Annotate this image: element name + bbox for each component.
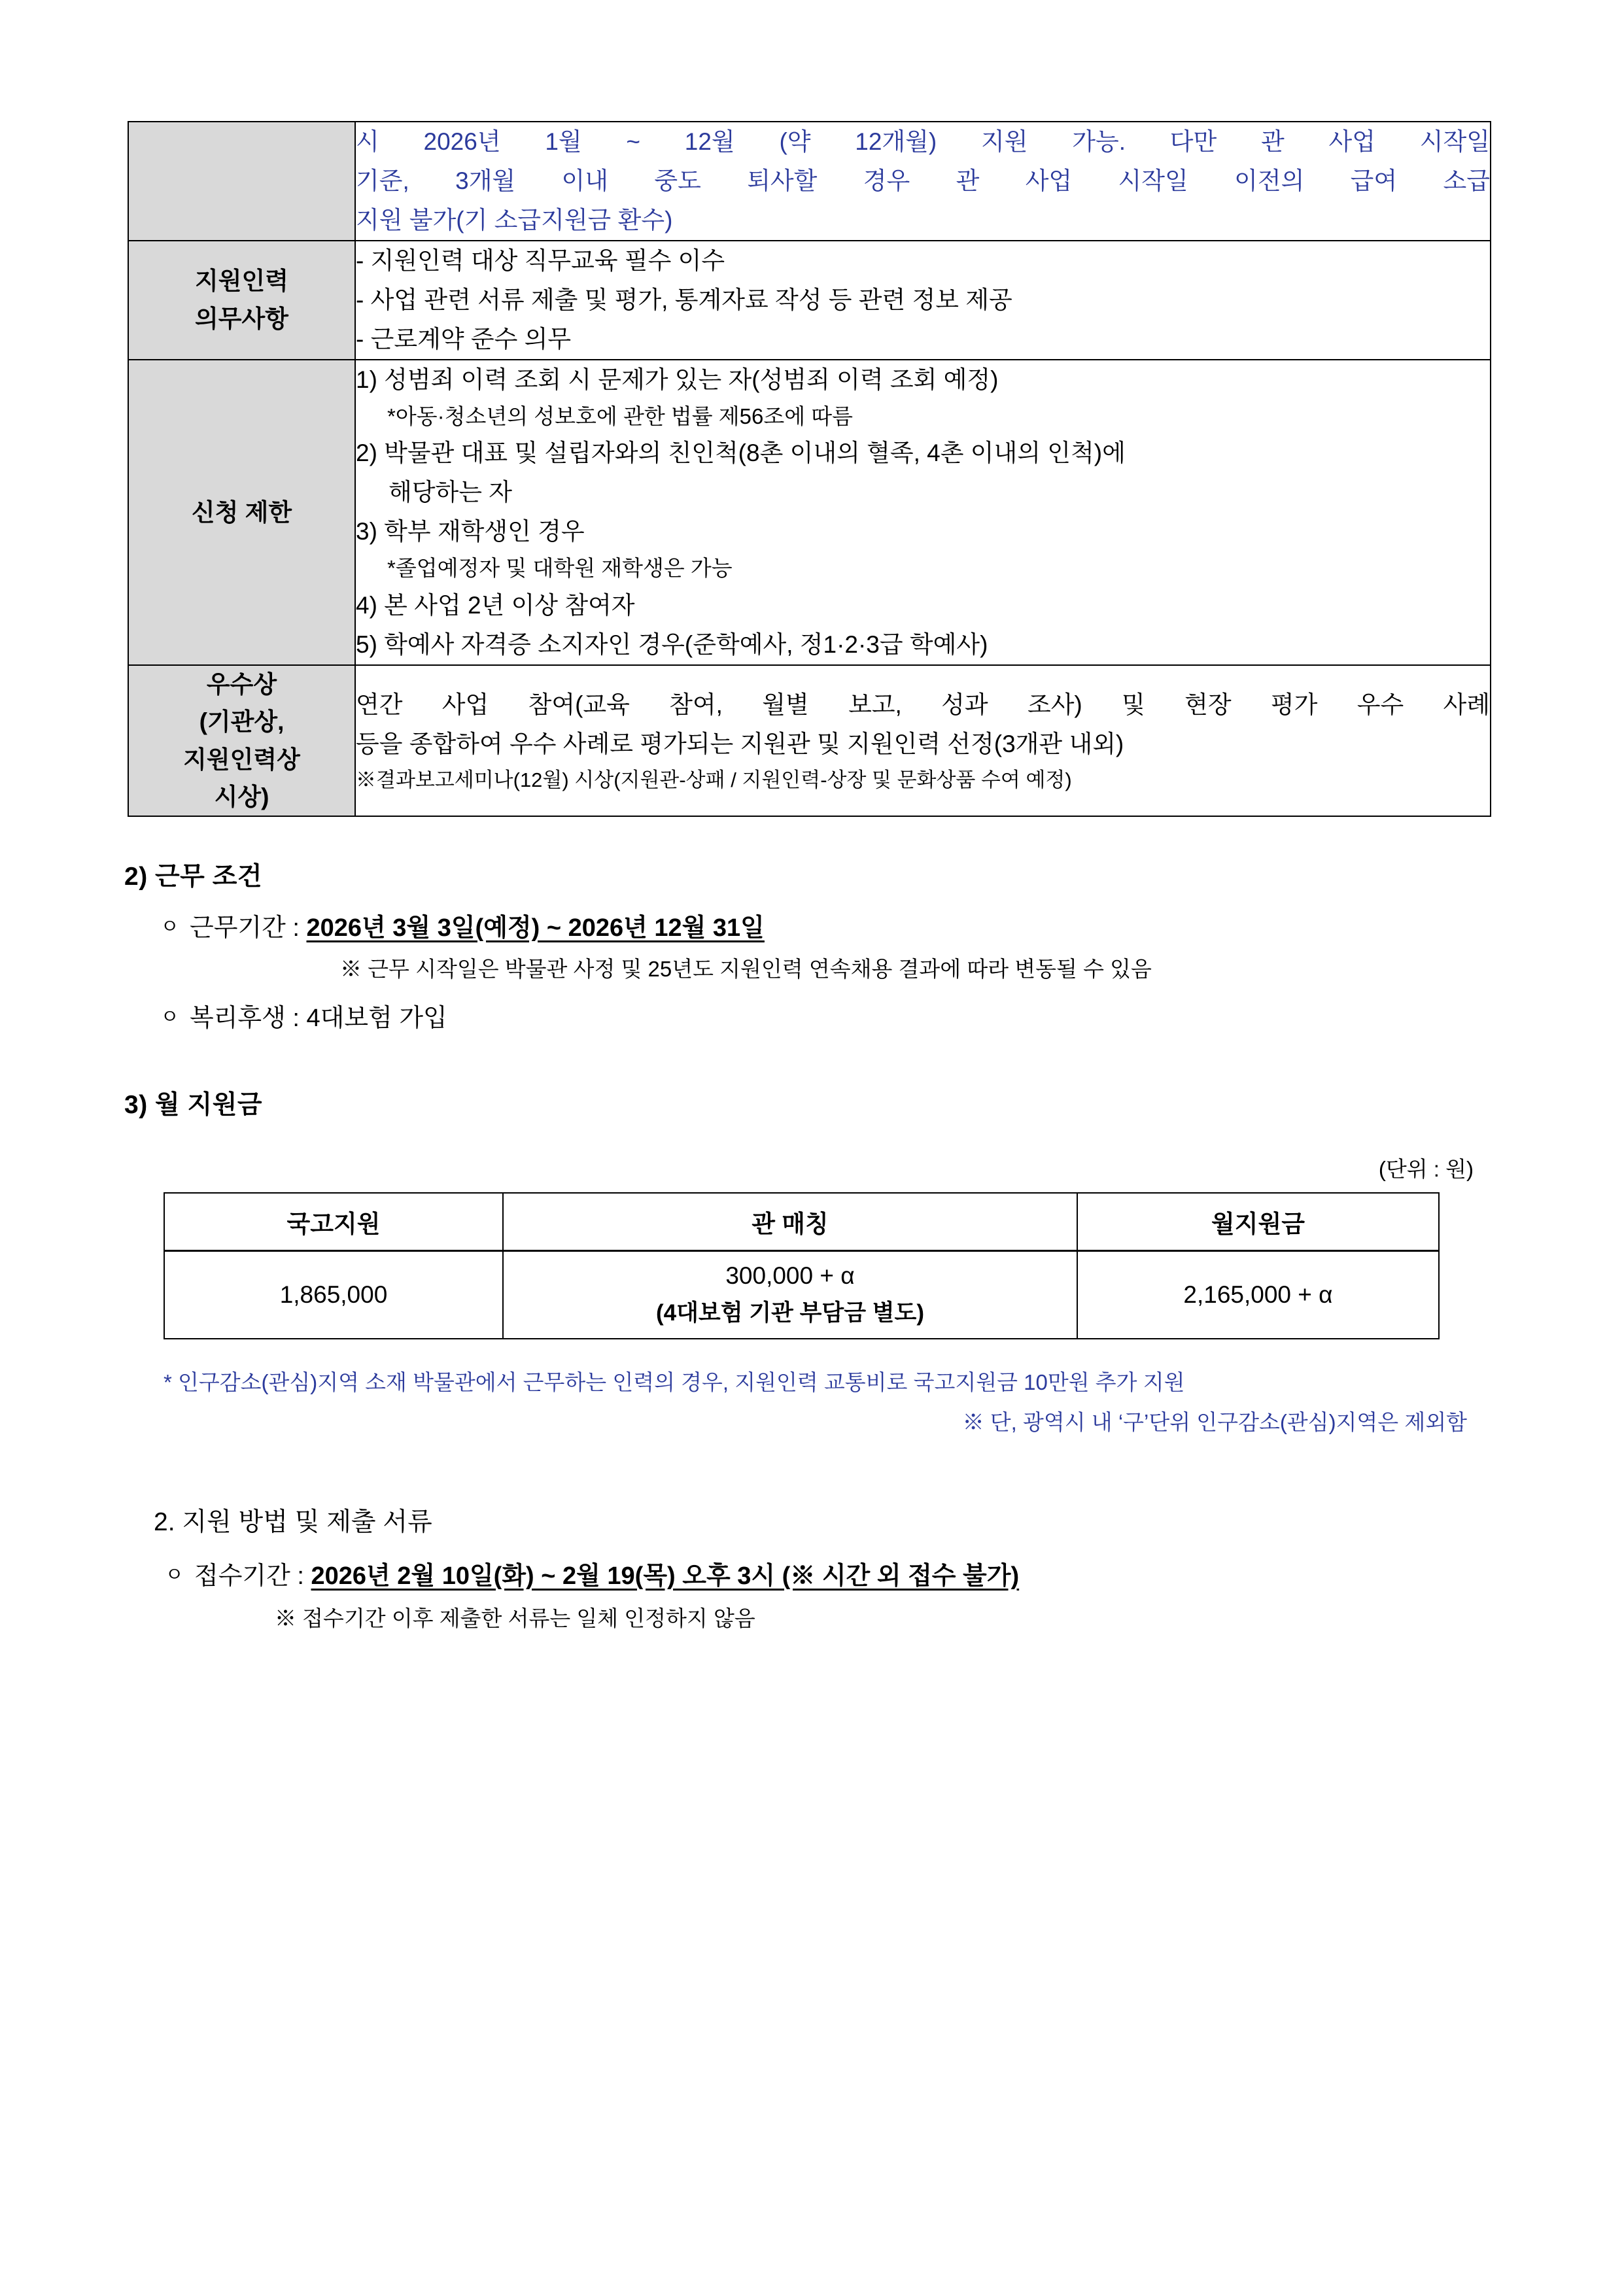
program-details-table xyxy=(128,121,1491,817)
row-body-award xyxy=(355,665,1491,816)
label-line-1: 지원인력 xyxy=(195,267,288,295)
restriction-note-2: *졸업예정자 및 대학원 재학생은 가능 xyxy=(387,556,733,581)
welfare-row xyxy=(160,997,1487,1033)
section-application-method xyxy=(124,1502,1487,1632)
restriction-note-1: *아동·청소년의 성보호에 관한 법률 제56조에 따름 xyxy=(387,404,854,428)
row-label-duties xyxy=(128,241,355,360)
duty-line-3: - 근로계약 준수 의무 xyxy=(356,325,572,353)
row-body-restrictions xyxy=(355,360,1491,665)
row-body-duties xyxy=(355,241,1491,360)
row-label-award xyxy=(128,665,355,816)
match-amount: 300,000 + α xyxy=(725,1262,855,1290)
restriction-item-3: 3) 학부 재학생인 경우 xyxy=(356,518,585,545)
value-monthly-total: 2,165,000 + α xyxy=(1077,1251,1439,1339)
welfare-label: 복리후생 : xyxy=(189,1005,307,1033)
money-note-1: * 인구감소(관심)지역 소재 박물관에서 근무하는 인력의 경우, 지원인력 교통비로 국고지원금 10만원 추가 지원 xyxy=(164,1370,1185,1395)
label-line-2: 의무사항 xyxy=(195,305,288,332)
bullet-icon: ㅇ xyxy=(160,1007,179,1029)
work-period-value: 2026년 3월 3일(예정) ~ 2026년 12월 31일 xyxy=(306,914,765,942)
table-row xyxy=(128,665,1491,816)
table-row xyxy=(128,360,1491,665)
application-period-row xyxy=(165,1555,1487,1591)
section-apply-title: 2. 지원 방법 및 제출 서류 xyxy=(154,1508,432,1537)
restriction-item-2-cont: 해당하는 자 xyxy=(389,479,512,506)
restriction-item-2: 2) 박물관 대표 및 설립자와의 친인척(8촌 이내의 혈족, 4촌 이내의 인척)에 xyxy=(356,439,1126,467)
label-line-1: 신청 제한 xyxy=(191,498,292,526)
award-line-1: 연간 사업 참여(교육 참여, 월별 보고, 성과 조사) 및 현장 평가 우수 사례 xyxy=(356,691,1490,718)
table-row xyxy=(164,1251,1439,1339)
unit-label: (단위 : 원) xyxy=(1378,1157,1474,1182)
header-institution-match: 관 매칭 xyxy=(503,1193,1077,1251)
application-period-label: 접수기간 : xyxy=(194,1562,311,1591)
monthly-support-table xyxy=(164,1192,1440,1339)
label-line-1: 우수상 xyxy=(206,670,277,698)
duty-line-2: - 사업 관련 서류 제출 및 평가, 통계자료 작성 등 관련 정보 제공 xyxy=(356,286,1012,313)
row-label-restrictions xyxy=(128,360,355,665)
restriction-item-1: 1) 성범죄 이력 조회 시 문제가 있는 자(성범죄 이력 조회 예정) xyxy=(356,366,999,393)
money-note-2: ※ 단, 광역시 내 ‘구’단위 인구감소(관심)지역은 제외함 xyxy=(962,1410,1467,1435)
table-header-row xyxy=(164,1193,1439,1251)
blue-line-1: 시 2026년 1월 ~ 12월 (약 12개월) 지원 가능. 다만 관 사업 시작일 xyxy=(356,128,1490,155)
welfare-value: 4대보험 가입 xyxy=(306,1005,447,1033)
row-body-support-period xyxy=(355,122,1491,241)
bullet-icon: ㅇ xyxy=(165,1564,184,1587)
section-money-title: 3) 월 지원금 xyxy=(124,1091,263,1120)
duty-line-1: - 지원인력 대상 직무교육 필수 이수 xyxy=(356,247,725,274)
header-gov-support: 국고지원 xyxy=(164,1193,503,1251)
work-period-label: 근무기간 : xyxy=(189,914,307,942)
label-line-3: 지원인력상 xyxy=(183,746,300,773)
row-label-empty xyxy=(128,122,355,241)
match-note: (4대보험 기관 부담금 별도) xyxy=(655,1300,925,1326)
work-period-row xyxy=(160,907,1487,943)
label-line-2: (기관상, xyxy=(199,708,285,736)
bullet-icon: ㅇ xyxy=(160,916,179,938)
restriction-item-4: 4) 본 사업 2년 이상 참여자 xyxy=(356,591,635,619)
award-small-note: ※결과보고세미나(12월) 시상(지원관-상패 / 지원인력-상장 및 문화상품 수여 예정) xyxy=(356,768,1072,791)
label-line-4: 시상) xyxy=(214,783,269,810)
header-monthly-total: 월지원금 xyxy=(1077,1193,1439,1251)
section-monthly-support xyxy=(124,1084,1487,1436)
value-institution-match xyxy=(503,1251,1077,1339)
value-gov-support: 1,865,000 xyxy=(164,1251,503,1339)
blue-line-2: 기준, 3개월 이내 중도 퇴사할 경우 관 사업 시작일 이전의 급여 소급 xyxy=(356,167,1490,194)
award-line-2: 등을 종합하여 우수 사례로 평가되는 지원관 및 지원인력 선정(3개관 내외) xyxy=(356,730,1124,757)
application-period-note: ※ 접수기간 이후 제출한 서류는 일체 인정하지 않음 xyxy=(275,1606,755,1631)
section-work-conditions xyxy=(124,856,1487,1033)
restriction-item-5: 5) 학예사 자격증 소지자인 경우(준학예사, 정1·2·3급 학예사) xyxy=(356,630,988,658)
section-work-title: 2) 근무 조건 xyxy=(124,863,263,891)
application-period-value: 2026년 2월 10일(화) ~ 2월 19(목) 오후 3시 (※ 시간 외 접수 불가) xyxy=(311,1562,1020,1591)
work-period-note: ※ 근무 시작일은 박물관 사정 및 25년도 지원인력 연속채용 결과에 따라 변동될 수 있음 xyxy=(340,957,1152,982)
blue-line-3: 지원 불가(기 소급지원금 환수) xyxy=(356,206,673,233)
table-row xyxy=(128,122,1491,241)
table-row xyxy=(128,241,1491,360)
